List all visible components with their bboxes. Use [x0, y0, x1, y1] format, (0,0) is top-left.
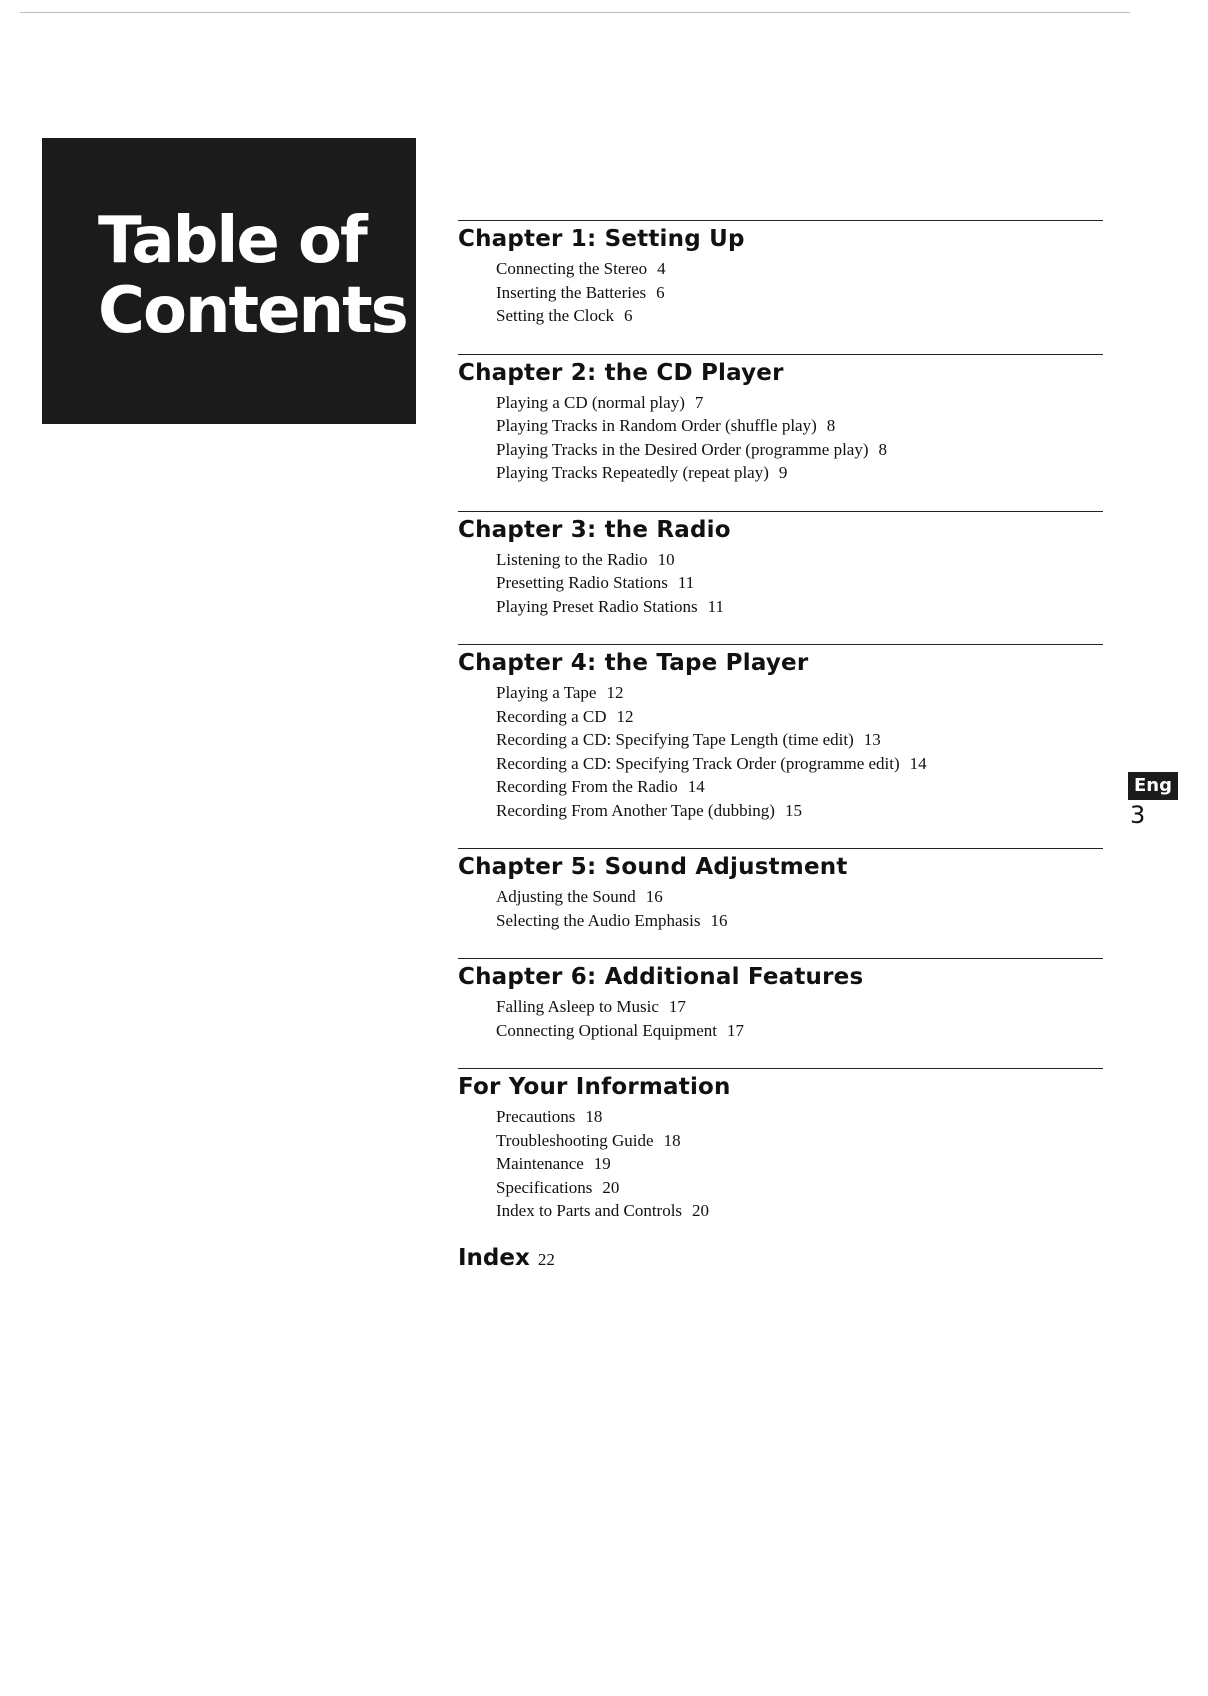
- entry-page-number: 20: [602, 1177, 620, 1197]
- toc-entry: [496, 1199, 1103, 1223]
- title-line-1: Table of: [98, 204, 366, 278]
- toc-entry: [496, 1019, 1103, 1043]
- entry-title: Playing Tracks Repeatedly (repeat play): [496, 463, 769, 482]
- entry-title: Playing Tracks in the Desired Order (programme play): [496, 439, 869, 459]
- page-number: 3: [1130, 801, 1146, 829]
- toc-entry: [496, 281, 1103, 305]
- toc-entry: [496, 1129, 1103, 1153]
- toc-entry: [496, 705, 1103, 729]
- entry-page-number: 17: [726, 1020, 744, 1040]
- index-heading: Index: [458, 1244, 530, 1271]
- information-section: [458, 1068, 1103, 1223]
- toc-entry: [496, 304, 1103, 328]
- toc-entry: [496, 414, 1103, 438]
- chapter-6-section: [458, 958, 1103, 1042]
- entry-title: Index to Parts and Controls: [496, 1201, 683, 1220]
- index-entry: [458, 1245, 1103, 1271]
- chapter-heading: Chapter 5: Sound Adjustment: [458, 854, 848, 880]
- entry-page-number: 20: [692, 1201, 710, 1220]
- chapter-5-section: [458, 848, 1103, 932]
- entry-page-number: 13: [863, 730, 881, 749]
- table-of-contents: [458, 220, 1103, 1271]
- entry-page-number: 12: [606, 683, 624, 702]
- entry-page-number: 6: [656, 282, 665, 302]
- entry-title: Recording a CD: Specifying Tape Length (time edit): [496, 730, 854, 749]
- toc-entry: [496, 391, 1103, 415]
- entry-page-number: 8: [878, 439, 887, 459]
- toc-entry: [496, 571, 1103, 595]
- toc-entry: [496, 595, 1103, 619]
- toc-entry: [496, 752, 1103, 776]
- entry-title: Inserting the Batteries: [496, 282, 647, 302]
- entry-title: Selecting the Audio Emphasis: [496, 910, 701, 930]
- entry-title: Precautions: [496, 1107, 576, 1126]
- entry-title: Recording From Another Tape (dubbing): [496, 800, 775, 820]
- entry-page-number: 19: [593, 1154, 611, 1173]
- toc-entry: [496, 885, 1103, 909]
- entry-title: Recording From the Radio: [496, 777, 678, 796]
- chapter-heading: Chapter 6: Additional Features: [458, 964, 864, 990]
- entry-title: Connecting the Stereo: [496, 259, 648, 278]
- entry-page-number: 4: [657, 259, 666, 278]
- chapter-1-section: [458, 220, 1103, 328]
- toc-entry: [496, 799, 1103, 823]
- chapter-heading: For Your Information: [458, 1074, 731, 1100]
- entry-title: Adjusting the Sound: [496, 887, 636, 906]
- chapter-4-section: [458, 644, 1103, 822]
- entry-page-number: 15: [784, 800, 802, 820]
- entry-title: Setting the Clock: [496, 306, 615, 325]
- entry-title: Recording a CD: Specifying Track Order (programme edit): [496, 753, 900, 773]
- chapter-heading: Chapter 3: the Radio: [458, 516, 731, 543]
- entry-title: Presetting Radio Stations: [496, 573, 668, 592]
- chapter-3-section: [458, 511, 1103, 619]
- entry-title: Listening to the Radio: [496, 549, 648, 569]
- entry-page-number: 16: [710, 910, 728, 930]
- toc-entry: [496, 1152, 1103, 1176]
- entry-title: Connecting Optional Equipment: [496, 1020, 717, 1040]
- entry-title: Falling Asleep to Music: [496, 997, 659, 1016]
- toc-entry: [496, 1105, 1103, 1129]
- chapter-heading: Chapter 1: Setting Up: [458, 226, 745, 252]
- entry-title: Troubleshooting Guide: [496, 1130, 654, 1150]
- toc-entry: [496, 257, 1103, 281]
- toc-entry: [496, 728, 1103, 752]
- top-rule: [20, 12, 1130, 13]
- entry-page-number: 12: [616, 706, 634, 726]
- entry-page-number: 16: [645, 887, 663, 906]
- entry-page-number: 7: [694, 392, 704, 412]
- entry-title: Playing a Tape: [496, 683, 597, 702]
- entry-page-number: 14: [687, 777, 705, 796]
- entry-title: Playing a CD (normal play): [496, 392, 685, 412]
- title-line-2: Contents: [98, 274, 407, 348]
- entry-title: Playing Tracks in Random Order (shuffle play): [496, 416, 817, 435]
- entry-title: Maintenance: [496, 1154, 584, 1173]
- entry-page-number: 9: [778, 463, 788, 482]
- entry-title: Specifications: [496, 1177, 593, 1197]
- toc-entry: [496, 995, 1103, 1019]
- toc-entry: [496, 775, 1103, 799]
- title-block: [42, 138, 416, 424]
- entry-page-number: 11: [707, 596, 725, 616]
- entry-title: Playing Preset Radio Stations: [496, 596, 698, 616]
- language-tab: Eng: [1128, 772, 1178, 800]
- toc-entry: [496, 548, 1103, 572]
- entry-page-number: 17: [668, 997, 686, 1016]
- entry-page-number: 6: [624, 306, 633, 325]
- chapter-heading: Chapter 4: the Tape Player: [458, 650, 809, 676]
- toc-entry: [496, 909, 1103, 933]
- entry-page-number: 14: [909, 753, 927, 773]
- entry-page-number: 11: [677, 573, 695, 592]
- entry-page-number: 18: [663, 1130, 681, 1150]
- chapter-2-section: [458, 354, 1103, 485]
- entry-title: Recording a CD: [496, 706, 607, 726]
- chapter-heading: Chapter 2: the CD Player: [458, 359, 784, 386]
- entry-page-number: 10: [657, 549, 675, 569]
- entry-page-number: 18: [585, 1107, 603, 1126]
- index-page-number: 22: [537, 1249, 555, 1269]
- toc-entry: [496, 438, 1103, 462]
- toc-entry: [496, 1176, 1103, 1200]
- toc-entry: [496, 461, 1103, 485]
- toc-entry: [496, 681, 1103, 705]
- entry-page-number: 8: [826, 416, 836, 435]
